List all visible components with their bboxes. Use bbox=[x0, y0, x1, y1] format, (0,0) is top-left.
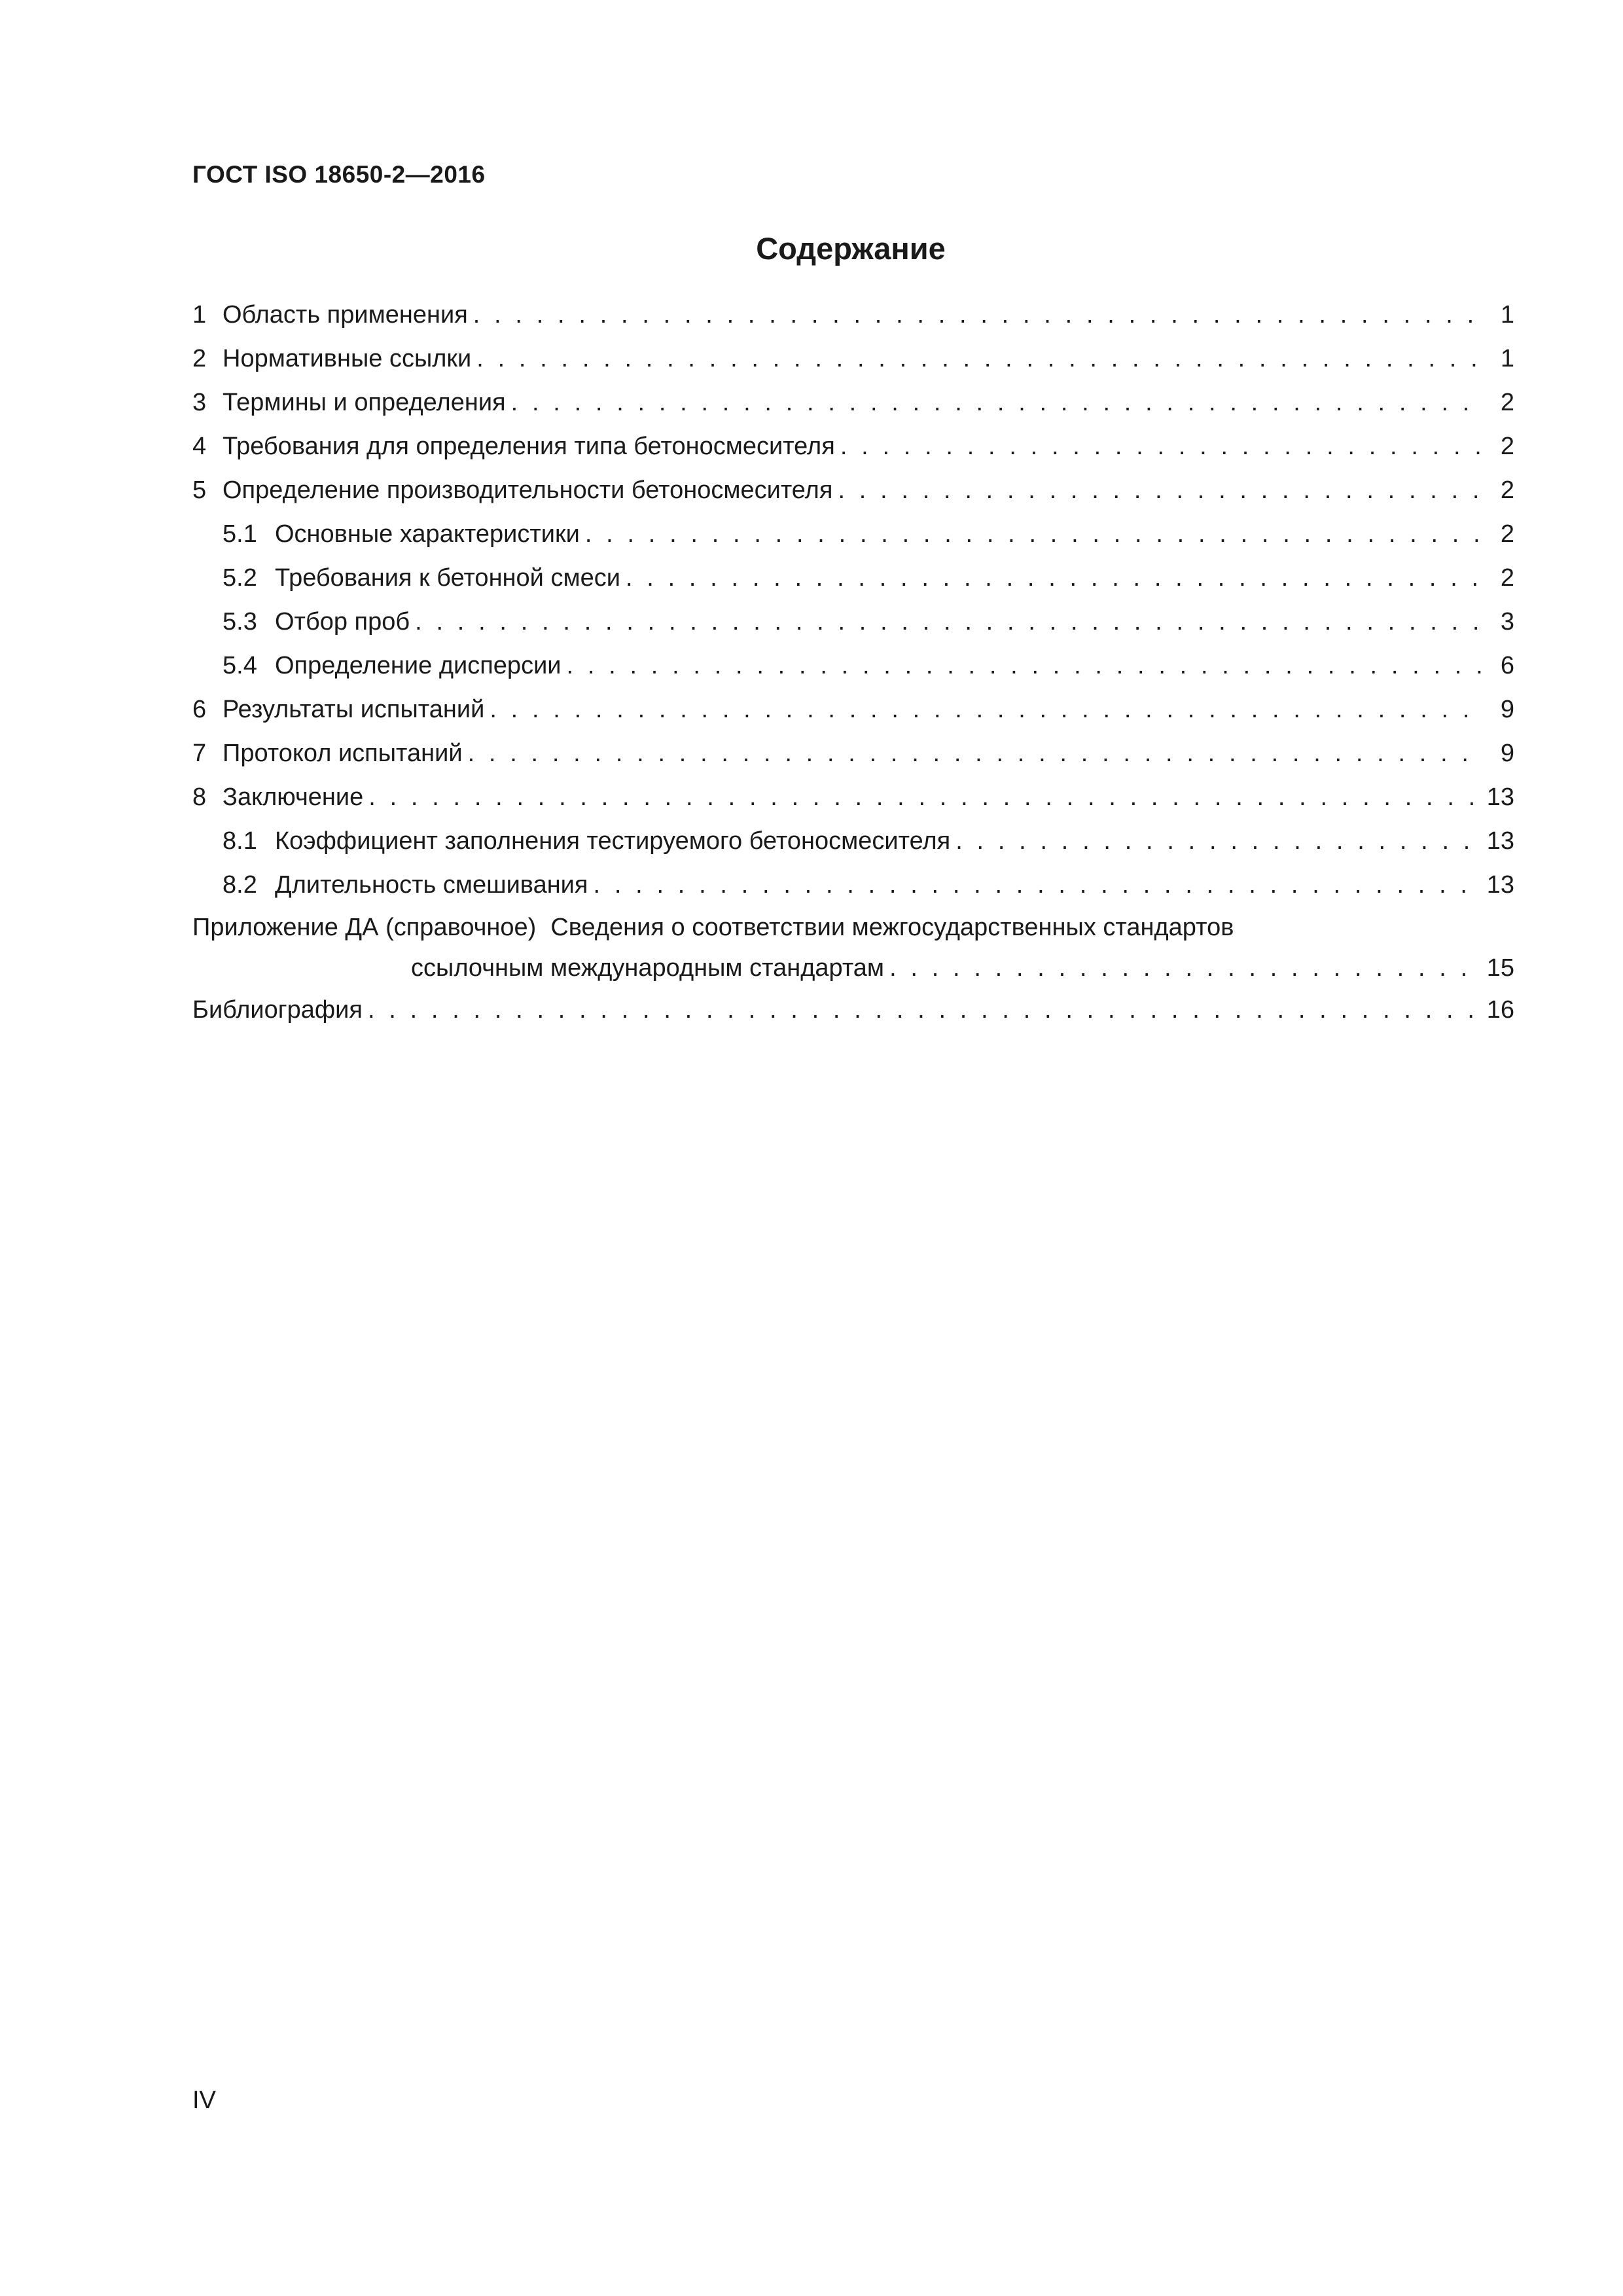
toc-entry-number: 5.4 bbox=[223, 652, 257, 679]
appendix-title-line2: ссылочным международным стандартам bbox=[411, 954, 885, 982]
dot-leader bbox=[410, 600, 1483, 644]
toc-entry-page: 13 bbox=[1486, 871, 1514, 899]
toc-entry-number: 8 bbox=[192, 783, 207, 811]
toc-entry-3[interactable] bbox=[192, 381, 1514, 425]
toc-entry-page: 9 bbox=[1500, 740, 1514, 767]
toc-entry-title: Результаты испытаний bbox=[223, 696, 485, 723]
toc-entry-1[interactable] bbox=[192, 293, 1514, 337]
toc-entry-number: 5.3 bbox=[223, 608, 257, 636]
toc-entry-title: Основные характеристики bbox=[275, 520, 580, 548]
toc-entry-title: Термины и определения bbox=[223, 389, 506, 416]
toc-entry-5-3[interactable] bbox=[192, 600, 1514, 644]
toc-entry-number: 1 bbox=[192, 301, 207, 329]
dot-leader bbox=[484, 688, 1483, 732]
dot-leader bbox=[620, 556, 1483, 600]
toc-entry-5[interactable] bbox=[192, 469, 1514, 512]
toc-entry-number: 6 bbox=[192, 696, 207, 723]
toc-entry-appendix[interactable] bbox=[192, 907, 1514, 988]
toc-entry-number: 8.1 bbox=[223, 827, 257, 855]
dot-leader bbox=[363, 988, 1483, 1032]
toc-entry-title: Библиография bbox=[192, 996, 363, 1024]
table-of-contents bbox=[192, 293, 1514, 1032]
toc-entry-6[interactable] bbox=[192, 688, 1514, 732]
toc-entry-title: Нормативные ссылки bbox=[223, 345, 472, 372]
toc-entry-4[interactable] bbox=[192, 425, 1514, 469]
toc-entry-title: Отбор проб bbox=[275, 608, 410, 636]
toc-entry-title: Коэффициент заполнения тестируемого бетоносмесителя bbox=[275, 827, 951, 855]
toc-entry-5-4[interactable] bbox=[192, 644, 1514, 688]
appendix-second-line bbox=[192, 948, 1514, 988]
appendix-title-line1: Сведения о соответствии межгосударственных стандартов bbox=[550, 914, 1234, 941]
dot-leader bbox=[580, 512, 1483, 556]
toc-entry-page: 1 bbox=[1500, 345, 1514, 372]
toc-entry-number: 8.2 bbox=[223, 871, 257, 899]
toc-entry-5-2[interactable] bbox=[192, 556, 1514, 600]
appendix-label: Приложение ДА (справочное) bbox=[192, 914, 537, 941]
appendix-first-line bbox=[192, 907, 1514, 948]
dot-leader bbox=[884, 948, 1483, 988]
dot-leader bbox=[835, 425, 1483, 469]
dot-leader bbox=[468, 293, 1483, 337]
toc-entry-number: 4 bbox=[192, 433, 207, 460]
dot-leader bbox=[562, 644, 1483, 688]
toc-entry-number: 5 bbox=[192, 476, 207, 504]
toc-entry-title: Область применения bbox=[223, 301, 468, 329]
toc-entry-title: Определение дисперсии bbox=[275, 652, 562, 679]
toc-entry-page: 6 bbox=[1500, 652, 1514, 679]
toc-entry-page: 2 bbox=[1500, 564, 1514, 592]
toc-entry-page: 3 bbox=[1500, 608, 1514, 636]
dot-leader bbox=[832, 469, 1483, 512]
toc-entry-page: 16 bbox=[1486, 996, 1514, 1024]
dot-leader bbox=[506, 381, 1483, 425]
toc-entry-7[interactable] bbox=[192, 732, 1514, 776]
toc-entry-number: 5.2 bbox=[223, 564, 257, 592]
page-number: IV bbox=[192, 2087, 216, 2114]
dot-leader bbox=[950, 819, 1483, 863]
dot-leader bbox=[588, 863, 1484, 907]
toc-entry-number: 5.1 bbox=[223, 520, 257, 548]
toc-entry-title: Заключение bbox=[223, 783, 364, 811]
toc-entry-title: Протокол испытаний bbox=[223, 740, 463, 767]
toc-entry-page: 15 bbox=[1486, 954, 1514, 982]
toc-entry-8-1[interactable] bbox=[192, 819, 1514, 863]
toc-entry-8[interactable] bbox=[192, 776, 1514, 819]
toc-entry-title: Длительность смешивания bbox=[275, 871, 588, 899]
toc-entry-5-1[interactable] bbox=[192, 512, 1514, 556]
toc-entry-title: Определение производительности бетоносмесителя bbox=[223, 476, 833, 504]
toc-entry-number: 2 bbox=[192, 345, 207, 372]
toc-entry-number: 7 bbox=[192, 740, 207, 767]
toc-entry-2[interactable] bbox=[192, 337, 1514, 381]
toc-entry-title: Требования для определения типа бетоносмесителя bbox=[223, 433, 835, 460]
toc-entry-page: 2 bbox=[1500, 389, 1514, 416]
document-code: ГОСТ ISO 18650-2—2016 bbox=[192, 161, 486, 188]
toc-heading: Содержание bbox=[756, 231, 946, 266]
toc-entry-8-2[interactable] bbox=[192, 863, 1514, 907]
toc-entry-page: 2 bbox=[1500, 433, 1514, 460]
toc-entry-page: 13 bbox=[1486, 827, 1514, 855]
toc-entry-page: 9 bbox=[1500, 696, 1514, 723]
toc-entry-page: 1 bbox=[1500, 301, 1514, 329]
toc-entry-title: Требования к бетонной смеси bbox=[275, 564, 620, 592]
toc-entry-page: 13 bbox=[1486, 783, 1514, 811]
toc-entry-page: 2 bbox=[1500, 476, 1514, 504]
toc-entry-number: 3 bbox=[192, 389, 207, 416]
dot-leader bbox=[463, 732, 1483, 776]
dot-leader bbox=[471, 337, 1483, 381]
toc-entry-page: 2 bbox=[1500, 520, 1514, 548]
toc-entry-bibliography[interactable] bbox=[192, 988, 1514, 1032]
dot-leader bbox=[363, 776, 1483, 819]
